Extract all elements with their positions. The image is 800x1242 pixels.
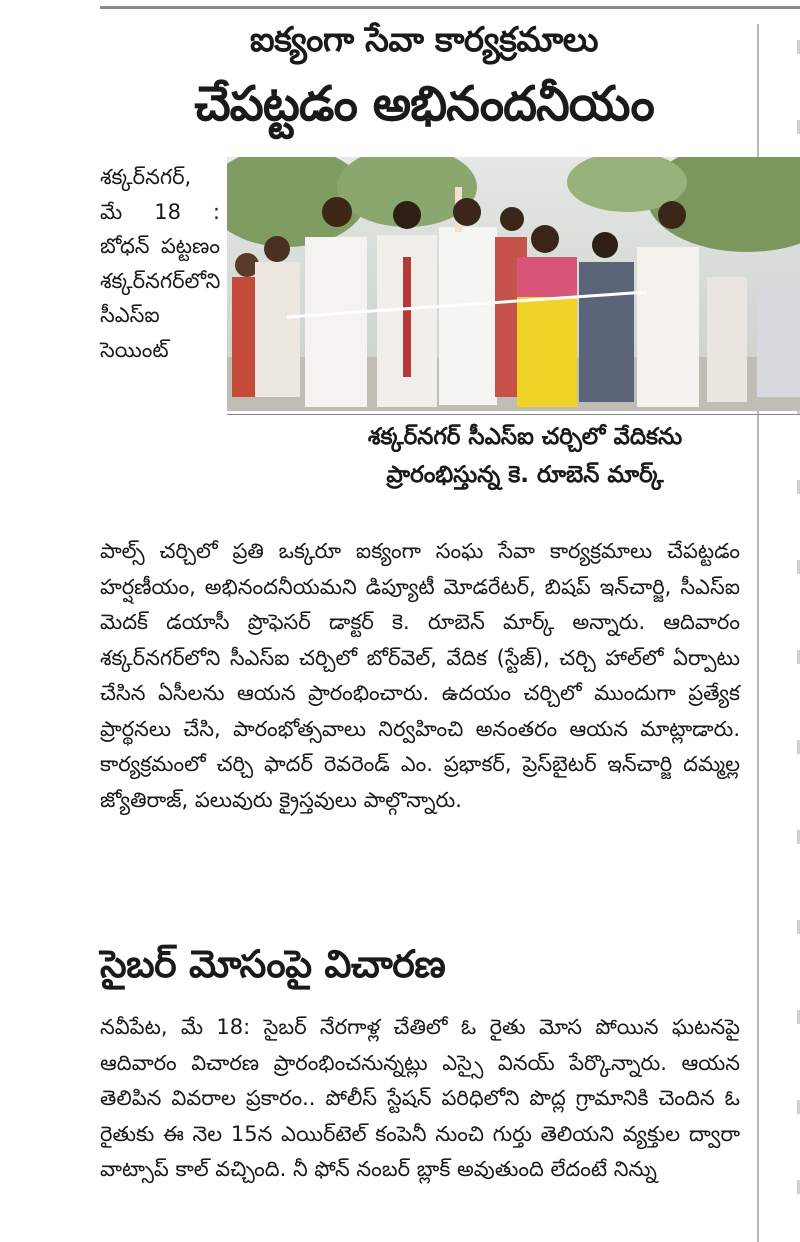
second-article-headline: సైబర్ మోసంపై విచారణ: [100, 942, 446, 986]
second-article-body: నవీపేట, మే 18: సైబర్ నేరగాళ్ల చేతిలో ఓ రైతు మోస పోయిన ఘటనపై ఆదివారం విచారణ ప్రారంభించనున్నట్లు ఎస్సై వినయ్ పేర్కొన్నారు. ఆయన తెలిపిన వివరాల ప్రకారం.. పోలీస్ స్టేషన్ పరిధిలోని పొద్ల గ్రామానికి చెందిన ఓ రైతుకు ఈ నెల 15న ఎయిర్‌టెల్ కంపెనీ నుంచి గుర్తు తెలియని వ్యక్తుల ద్వారా వాట్సాప్ కాల్ వచ్చింది. నీ ఫోన్ నంబర్ బ్లాక్ అవుతుంది లేదంటే నిన్ను: [100, 1015, 740, 1181]
article-kicker: ఐక్యంగా సేవా కార్యక్రమాలు: [249, 20, 599, 60]
photo-caption: [227, 418, 800, 494]
top-rule: [100, 6, 800, 9]
article-body: పాల్స్ చర్చిలో ప్రతి ఒక్కరూ ఐక్యంగా సంఘ సేవా కార్యక్రమాలు చేపట్టడం హర్షణీయం, అభినందనీయమని డిప్యూటీ మోడరేటర్, బిషప్ ఇన్‌చార్జి, సీఎస్ఐ మెదక్ డయాసీ ప్రొఫెసర్ డాక్టర్ కె. రూబెన్ మార్క్ అన్నారు. ఆదివారం శక్కర్‌నగర్‌లోని సీఎస్ఐ చర్చిలో బోర్‌వెల్, వేదిక (స్టేజ్), చర్చి హాల్‌లో ఏర్పాటు చేసిన ఏసీలను ఆయన ప్రారంభించారు. ఉదయం చర్చిలో ముందుగా ప్రత్యేక ప్రార్థనలు చేసి, పారంభోత్సవాలు నిర్వహించి అనంతరం ఆయన మాట్లాడారు. కార్యక్రమంలో చర్చి ఫాదర్ రెవరెండ్ ఎం. ప్రభాకర్, ప్రెస్‌బైటర్ ఇన్‌చార్జి దమ్మల్ల జ్యోతిరాజ్, పలువురు క్రైస్తవులు పాల్గొన్నారు.: [100, 539, 740, 812]
photo-caption-line-1: శక్కర్‌నగర్ సీఎస్ఐ చర్చిలో వేదికను: [367, 424, 683, 450]
photo-caption-line-2: ప్రారంభిస్తున్న కె. రూబెన్ మార్క్: [386, 462, 664, 488]
caption-divider: [227, 414, 800, 415]
article-headline: చేపట్టడం అభినందనీయం: [194, 76, 654, 132]
news-photo-illustration: [227, 157, 800, 411]
article-dateline-column: శక్కర్‌నగర్, మే 18 : బోధన్ పట్టణం శక్కర్‌నగర్‌లోని సీఎస్ఐ సెయింట్: [100, 165, 221, 362]
news-photo: [227, 157, 800, 411]
